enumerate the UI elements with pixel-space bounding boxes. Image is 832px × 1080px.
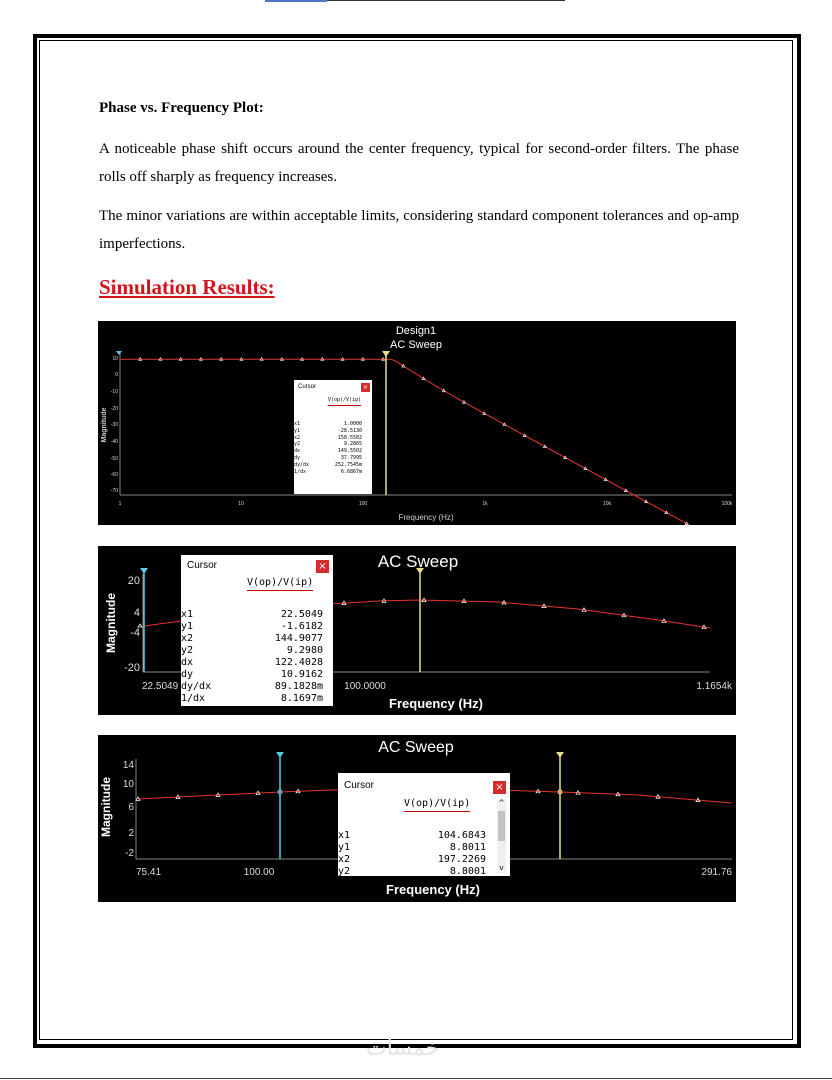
cursor-row-value: 104.6843	[437, 830, 486, 841]
plot3-close-icon[interactable]: ×	[493, 781, 506, 794]
cursor-row-label: x1	[181, 609, 194, 620]
cursor-row-label: x1	[338, 830, 351, 841]
scroll-down-icon[interactable]: v	[499, 864, 504, 872]
plot1-xlabel: Frequency (Hz)	[398, 513, 454, 522]
simulation-results-title: Simulation Results:	[99, 275, 275, 299]
plot2-cursor-title: Cursor	[187, 560, 218, 571]
cursor-row-value: -1.6182	[280, 621, 323, 632]
plot1-title-design: Design1	[395, 325, 437, 337]
cursor-row-value: 149.5502	[337, 448, 362, 455]
cursor-row-value: 8.1697m	[280, 693, 323, 704]
cursor-row-value: 9.2865	[343, 441, 362, 448]
top-rule-accent	[265, 0, 327, 2]
y-tick-label: 10	[112, 356, 118, 362]
cursor-row-label: y2	[181, 645, 194, 656]
y-tick-label: 14	[122, 760, 134, 771]
plot1-yticks	[111, 356, 118, 494]
cursor-row-label: x1	[294, 421, 301, 427]
plot3-ylabel: Magnitude	[99, 777, 113, 837]
x-tick-label: 22.5049	[142, 681, 179, 692]
plot3-cursor-series: V(op)/V(ip)	[404, 798, 471, 809]
cursor-row-label: dx	[294, 448, 301, 455]
scroll-thumb[interactable]	[498, 811, 505, 841]
cursor-row-value: 252.7545m	[334, 461, 362, 468]
plot2-ylabel: Magnitude	[104, 593, 118, 653]
plot2-close-icon[interactable]: ×	[316, 560, 329, 573]
plot2-cursor1-handle[interactable]	[140, 568, 148, 574]
cursor-row-label: dy/dx	[294, 461, 310, 468]
plot1-close-icon[interactable]: ×	[362, 384, 369, 391]
y-tick-label: -50	[110, 456, 118, 462]
scroll-up-icon[interactable]: ^	[498, 799, 505, 807]
plot3-xlabel: Frequency (Hz)	[386, 882, 480, 897]
ac-sweep-plot-zoom2	[98, 735, 736, 902]
cursor-row-label: x2	[294, 434, 301, 441]
cursor-row-value: 8.8001	[449, 866, 486, 877]
paragraph-phase-shift: A noticeable phase shift occurs around the center frequency, typical for second-order filters. The phase rolls off sharply as frequency increases.	[99, 141, 739, 185]
y-tick-label: 10	[122, 779, 134, 790]
y-tick-label: -2	[125, 848, 134, 859]
y-tick-label: 20	[127, 575, 140, 587]
cursor-row-label: dy/dx	[181, 681, 212, 692]
plot1-axes	[120, 351, 732, 495]
cursor-row-label: y1	[338, 842, 351, 853]
plot1-trace	[120, 359, 733, 525]
plot3-cursor-scrollbar[interactable]	[497, 799, 506, 873]
y-tick-label: -30	[110, 422, 118, 428]
plot3-cursor1-handle[interactable]	[276, 752, 284, 758]
plot2-title: AC Sweep	[377, 552, 459, 571]
cursor-row-value: 197.2269	[437, 854, 486, 865]
cursor-row-value: 37.7995	[340, 455, 362, 461]
x-tick-label: 100	[358, 501, 368, 507]
x-tick-label: 1.1654k	[696, 681, 732, 692]
plot2-yticks	[124, 575, 140, 674]
plot1-canvas	[98, 321, 736, 525]
plot1-cursor-panel[interactable]	[294, 380, 372, 494]
plot2-cursor-series: V(op)/V(ip)	[247, 577, 314, 588]
cursor-row-value: 1.0000	[343, 421, 362, 427]
plot1-magnitude-line	[120, 359, 733, 525]
plot1-ylabel: Magnitude	[101, 407, 108, 443]
y-tick-label: -10	[110, 389, 118, 395]
plot3-title: AC Sweep	[378, 739, 454, 756]
plot3-cursor-title: Cursor	[344, 780, 375, 791]
y-tick-label: -20	[110, 406, 118, 412]
cursor-row-label: x2	[338, 854, 351, 865]
cursor-row-value: 22.5049	[280, 609, 323, 620]
x-tick-label: 1k	[482, 501, 488, 507]
plot3-cursor2-handle[interactable]	[556, 752, 564, 758]
plot1-markers	[139, 358, 729, 525]
plot3-yticks	[123, 760, 135, 859]
cursor-row-value: 9.2980	[286, 645, 323, 656]
cursor-row-label: y1	[294, 427, 301, 434]
plot2-xlabel: Frequency (Hz)	[389, 696, 483, 711]
bottom-rule	[0, 1078, 832, 1079]
plot1-cursor-handle[interactable]	[382, 351, 390, 357]
cursor-row-value: 144.9077	[274, 633, 323, 644]
plot1-xticks	[119, 501, 733, 507]
cursor-row-label: dx	[181, 657, 194, 668]
cursor-row-label: dy	[294, 455, 301, 461]
cursor-row-value: 10.9162	[280, 669, 323, 680]
plot1-cursor1-handle[interactable]	[116, 351, 122, 355]
x-tick-label: 100.00	[243, 867, 275, 878]
cursor-row-label: 1/dx	[181, 693, 206, 704]
section-heading: Phase vs. Frequency Plot:	[99, 100, 264, 116]
ac-sweep-plot-design1	[98, 321, 736, 525]
plot3-cursor-panel[interactable]	[338, 773, 510, 876]
cursor-row-value: 6.6867m	[340, 468, 362, 475]
plot1-title-sweep: AC Sweep	[390, 339, 442, 351]
cursor-row-value: 89.1828m	[274, 681, 323, 692]
x-tick-label: 100k	[721, 501, 733, 507]
x-tick-label: 291.76	[701, 867, 732, 878]
y-tick-label: -20	[124, 662, 140, 674]
y-tick-label: 2	[128, 828, 134, 839]
cursor-row-label: y2	[338, 866, 351, 877]
x-tick-label: 75.41	[136, 867, 162, 878]
plot2-cursor-panel[interactable]	[181, 555, 333, 706]
plot1-cursor-series: V(op)/V(ip)	[328, 397, 362, 403]
y-tick-label: -70	[110, 488, 118, 494]
cursor-row-value: 150.5502	[337, 434, 362, 441]
x-tick-label: 10	[238, 501, 244, 507]
y-tick-label: -60	[110, 472, 118, 478]
plot1-cursor-title: Cursor	[298, 384, 317, 390]
ac-sweep-plot-zoom1	[98, 546, 736, 715]
x-tick-label: 10k	[602, 501, 612, 507]
y-tick-label: 4	[133, 607, 140, 619]
cursor-row-label: x2	[181, 633, 194, 644]
y-tick-label: -4	[130, 627, 140, 639]
y-tick-label: 6	[128, 802, 134, 813]
y-tick-label: 0	[115, 372, 118, 378]
cursor-row-value: 122.4028	[274, 657, 323, 668]
cursor-row-label: y1	[181, 621, 194, 632]
y-tick-label: -40	[110, 439, 118, 445]
cursor-row-value: -28.5130	[337, 427, 362, 434]
x-tick-label: 100.0000	[344, 681, 386, 692]
x-tick-label: 1	[118, 501, 122, 507]
cursor-row-value: 8.8011	[449, 842, 486, 853]
watermark-logo: خمسات	[366, 1036, 440, 1061]
paragraph-tolerances: The minor variations are within acceptable limits, considering standard component tolerances and op-amp imperfections.	[99, 208, 739, 252]
cursor-row-label: y2	[294, 441, 301, 448]
cursor-row-label: 1/dx	[294, 468, 307, 475]
cursor-row-label: dy	[181, 669, 194, 680]
